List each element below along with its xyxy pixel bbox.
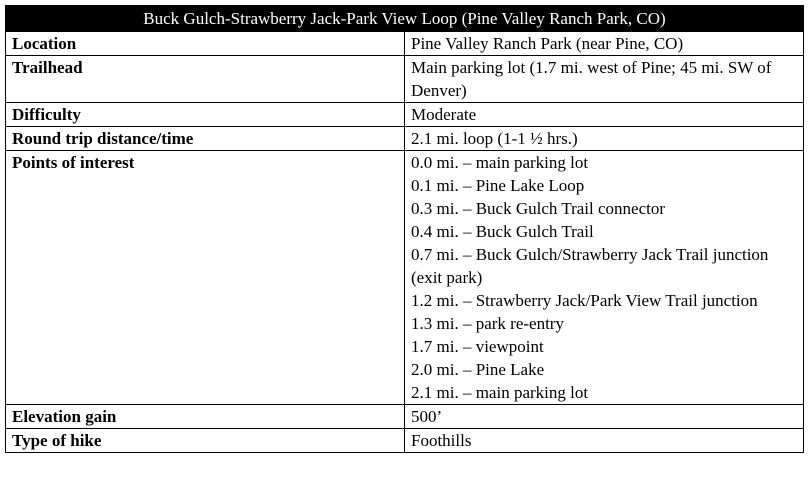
- table-row-trailhead: [6, 56, 804, 103]
- row-label-points-of-interest: Points of interest: [6, 151, 405, 405]
- poi-item: 2.1 mi. – main parking lot: [411, 383, 589, 402]
- row-value-distance: 2.1 mi. loop (1-1 ½ hrs.): [405, 127, 804, 151]
- table-row-type-of-hike: [6, 429, 804, 453]
- row-value-trailhead: Main parking lot (1.7 mi. west of Pine; 45 mi. SW of Denver): [405, 56, 804, 103]
- row-label-type-of-hike: Type of hike: [6, 429, 405, 453]
- title-row: [6, 6, 804, 32]
- poi-item: 1.3 mi. – park re-entry: [411, 314, 564, 333]
- row-label-trailhead: Trailhead: [6, 56, 405, 103]
- poi-item: 0.7 mi. – Buck Gulch/Strawberry Jack Trail junction (exit park): [411, 245, 769, 287]
- poi-item: 0.0 mi. – main parking lot: [411, 153, 589, 172]
- table-row-elevation-gain: [6, 405, 804, 429]
- table-row-points-of-interest: [6, 151, 804, 405]
- poi-item: 0.3 mi. – Buck Gulch Trail connector: [411, 199, 666, 218]
- poi-item: 0.1 mi. – Pine Lake Loop: [411, 176, 585, 195]
- row-value-elevation-gain: 500’: [405, 405, 804, 429]
- row-label-difficulty: Difficulty: [6, 103, 405, 127]
- trail-info-table-wrapper: [5, 5, 803, 453]
- trail-info-table: [5, 5, 804, 453]
- table-row-location: [6, 32, 804, 56]
- points-of-interest-list: [405, 151, 804, 405]
- table-row-difficulty: [6, 103, 804, 127]
- poi-item: 1.2 mi. – Strawberry Jack/Park View Trail junction: [411, 291, 758, 310]
- row-value-difficulty: Moderate: [405, 103, 804, 127]
- poi-item: 0.4 mi. – Buck Gulch Trail: [411, 222, 594, 241]
- row-label-location: Location: [6, 32, 405, 56]
- table-title: Buck Gulch-Strawberry Jack-Park View Loop (Pine Valley Ranch Park, CO): [6, 6, 804, 32]
- poi-item: 1.7 mi. – viewpoint: [411, 337, 544, 356]
- row-label-distance: Round trip distance/time: [6, 127, 405, 151]
- row-label-elevation-gain: Elevation gain: [6, 405, 405, 429]
- poi-item: 2.0 mi. – Pine Lake: [411, 360, 545, 379]
- table-row-distance: [6, 127, 804, 151]
- row-value-location: Pine Valley Ranch Park (near Pine, CO): [405, 32, 804, 56]
- row-value-type-of-hike: Foothills: [405, 429, 804, 453]
